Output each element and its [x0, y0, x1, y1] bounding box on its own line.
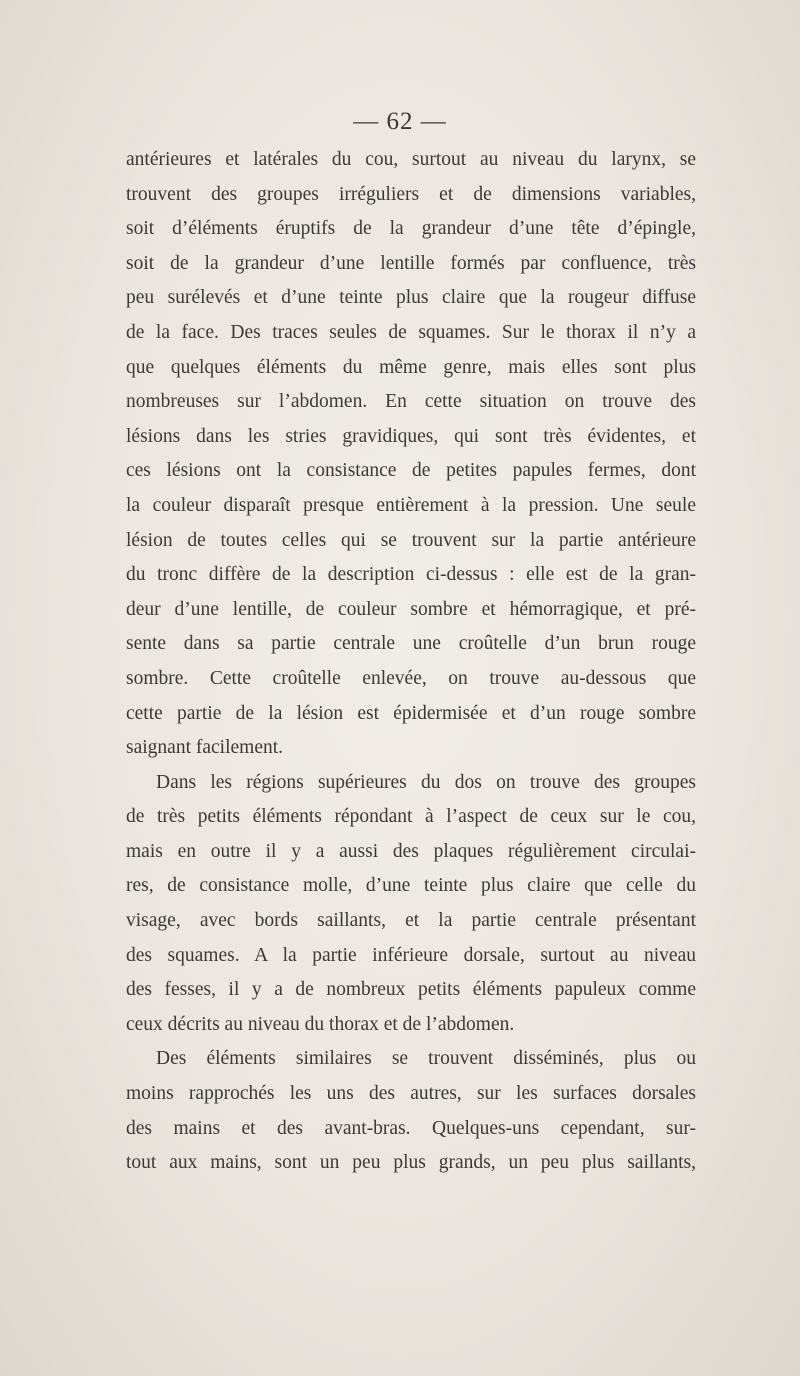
text-line: saignant facilement.	[126, 737, 284, 759]
text-line: antérieures et latérales du cou, surtout au niveau du larynx, se	[126, 149, 696, 170]
text-line: ceux décrits au niveau du thorax et de l’abdomen.	[126, 1013, 515, 1035]
text-line: que quelques éléments du même genre, mais elles sont plus	[126, 356, 696, 378]
text-line: res, de consistance molle, d’une teinte plus claire que celle du	[126, 875, 696, 897]
text-line: deur d’une lentille, de couleur sombre et hémorragique, et pré-	[126, 598, 696, 620]
text-line: ces lésions ont la consistance de petites papules fermes, dont	[126, 460, 696, 482]
text-line: la couleur disparaît presque entièrement à la pression. Une seule	[126, 494, 696, 516]
text-line: trouvent des groupes irréguliers et de dimensions variables,	[126, 183, 696, 205]
text-line: lésion de toutes celles qui se trouvent sur la partie antérieure	[126, 529, 696, 551]
text-line: de très petits éléments répondant à l’aspect de ceux sur le cou,	[126, 806, 696, 828]
text-line: cette partie de la lésion est épidermisée et d’un rouge sombre	[126, 702, 696, 724]
text-line: sombre. Cette croûtelle enlevée, on trouve au-dessous que	[126, 667, 696, 689]
text-line: de la face. Des traces seules de squames. Sur le thorax il n’y a	[126, 321, 696, 343]
text-line: Des éléments similaires se trouvent disséminés, plus ou	[156, 1048, 696, 1070]
page-number-header: — 62 —	[353, 108, 447, 135]
text-line: sente dans sa partie centrale une croûtelle d’un brun rouge	[126, 633, 696, 655]
text-line: peu surélevés et d’une teinte plus claire que la rougeur diffuse	[126, 287, 696, 309]
text-line: moins rapprochés les uns des autres, sur les surfaces dorsales	[126, 1083, 696, 1105]
body-text	[126, 143, 696, 1181]
text-line: des squames. A la partie inférieure dorsale, surtout au niveau	[126, 944, 696, 966]
text-line: soit de la grandeur d’une lentille formés par confluence, très	[126, 252, 696, 274]
text-line: Dans les régions supérieures du dos on trouve des groupes	[156, 771, 696, 793]
text-line: du tronc diffère de la description ci-dessus : elle est de la gran-	[126, 564, 696, 586]
text-line: nombreuses sur l’abdomen. En cette situation on trouve des	[126, 391, 696, 413]
text-line: des fesses, il y a de nombreux petits éléments papuleux comme	[126, 979, 696, 1001]
text-line: visage, avec bords saillants, et la partie centrale présentant	[126, 910, 696, 932]
text-line: soit d’éléments éruptifs de la grandeur d’une tête d’épingle,	[126, 218, 696, 240]
text-line: mais en outre il y a aussi des plaques régulièrement circulai-	[126, 840, 696, 862]
text-line: tout aux mains, sont un peu plus grands, un peu plus saillants,	[126, 1152, 696, 1174]
text-line: lésions dans les stries gravidiques, qui sont très évidentes, et	[126, 425, 696, 447]
text-line: des mains et des avant-bras. Quelques-uns cependant, sur-	[126, 1117, 696, 1139]
